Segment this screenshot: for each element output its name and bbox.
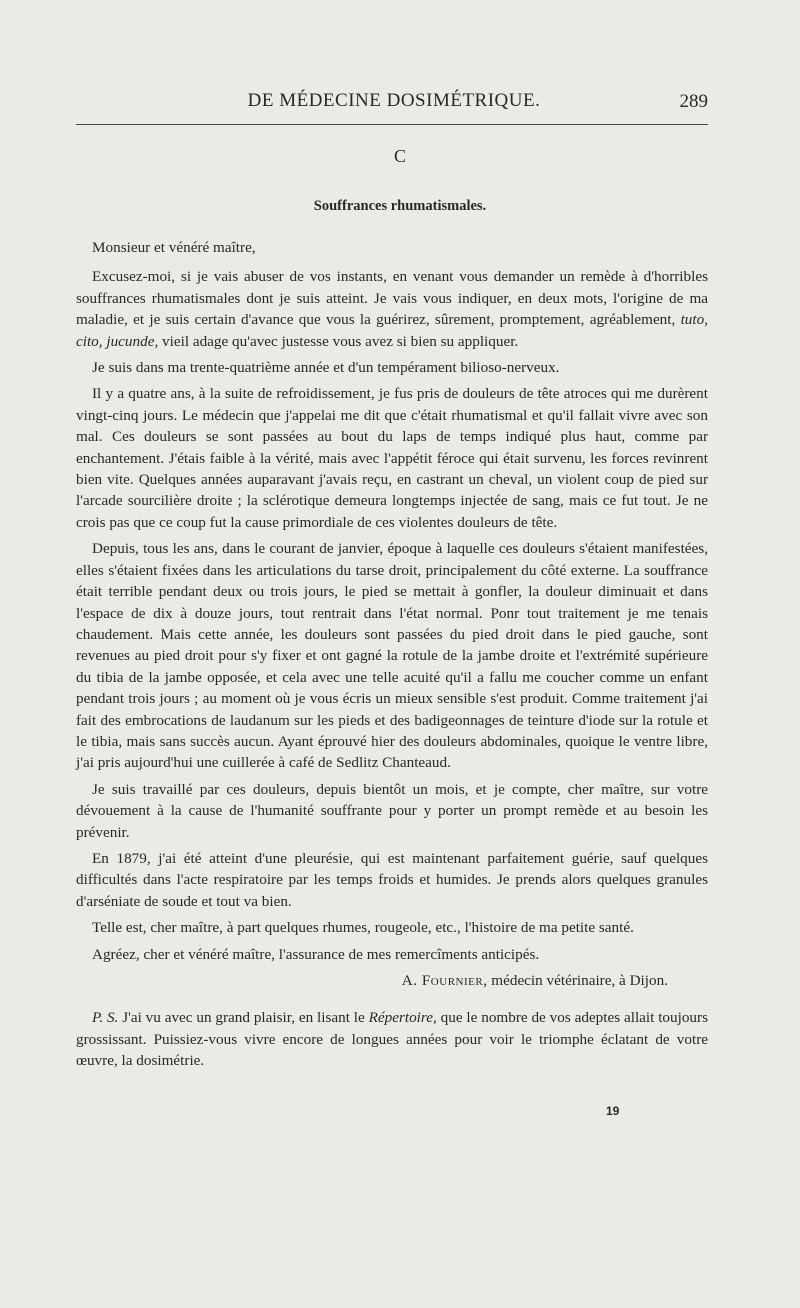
running-head (76, 90, 712, 118)
paragraph-3: Il y a quatre ans, à la suite de refroidissement, je fus pris de douleurs de tête atroces qui me durèrent vingt-cinq jours. Le médecin que j'appelai me dit que c'était rhumatismal et qu'il fallait vivre avec son mal. Ces douleurs se sont passées au bout du laps de temps indiqué plus haut, comme par enchantement. J'étais faible à la vérité, mais avec l'appétit féroce qui était survenu, les forces revinrent bien vite. Quelques années auparavant j'avais reçu, en castrant un cheval, un violent coup de pied sur l'arcade sourcilière droite ; la sclérotique demeura longtemps injectée de sang, mais ce fut tout. Je ne crois pas que ce coup fut la cause primordiale de ces violentes douleurs de tête. (76, 385, 708, 531)
paragraph-7: Telle est, cher maître, à part quelques rhumes, rougeole, etc., l'histoire de ma petite santé. (92, 919, 634, 937)
letter-body (76, 237, 708, 1077)
signature-title: médecin vétérinaire, à Dijon. (487, 972, 668, 989)
postscript-text-b: que le nombre de vos adeptes allait toujours grossissant. Puissiez-vous vivre encore de longues années pour voir le triomphe éclatant de votre œuvre, la dosimétrie. (76, 1009, 708, 1070)
section-title: Souffrances rhumatismales. (313, 198, 487, 214)
page-number: 289 (679, 91, 708, 112)
signature (76, 970, 708, 991)
salutation: Monsieur et vénéré maître, (92, 239, 256, 256)
header-rule (76, 124, 708, 125)
paragraph-5: Je suis travaillé par ces douleurs, depuis bientôt un mois, et je compte, cher maître, sur votre dévouement à la cause de l'humanité souffrante pour y porter un prompt remède et au besoin les prévenir. (76, 780, 708, 841)
postscript-italic: Répertoire, (368, 1009, 437, 1027)
postscript-label: P. S. (92, 1009, 119, 1027)
paragraph-4: Depuis, tous les ans, dans le courant de janvier, époque à laquelle ces douleurs s'étaient manifestées, elles s'étaient fixées dans les articulations du tarse droit, principalement du côté externe. La souffrance était terrible pendant deux ou trois jours, le pied se mettait à gonfler, la douleur diminuait et dans l'espace de dix à douze jours, tout rentrait dans l'état normal. Ponr tout traitement je me tenais chaudement. Mais cette année, les douleurs sont passées du pied droit dans le pied gauche, sont revenues au pied droit pour s'y fixer et ont gagné la rotule de la jambe droite et l'extrémité supérieure du tibia de la jambe opposée, et cela avec une telle acuité qu'il a fallu me coucher comme un enfant pendant trois jours ; au moment où je vous écris un mieux sensible s'est produit. Comme traitement j'ai fait des embrocations de laudanum sur les pieds et des badigeonnages de teinture d'iode sur la rotule et le tibia, mais sans succès aucun. Ayant éprouvé hier des douleurs abdominales, quoique le ventre libre, j'ai pris aujourd'hui une cuillerée à café de Sedlitz Chanteaud. (76, 540, 708, 772)
section-letter: C (393, 146, 406, 166)
running-title: DE MÉDECINE DOSIMÉTRIQUE. (247, 90, 541, 111)
paragraph-6: En 1879, j'ai été atteint d'une pleurésie, qui est maintenant parfaitement guérie, sauf quelques difficultés dans l'acte respiratoire par les temps froids et humides. Je prends alors quelques granules d'arséniate de soude et tout va bien. (76, 849, 708, 910)
postscript (76, 1007, 708, 1071)
signature-name: A. Fournier, (401, 972, 488, 989)
paragraph-8: Agréez, cher et vénéré maître, l'assurance de mes remercîments anticipés. (92, 945, 540, 963)
paragraph-1-italic: tuto, cito, jucunde, (76, 311, 708, 350)
paragraph-1-text-b: vieil adage qu'avec justesse vous avez si bien su appliquer. (158, 332, 519, 350)
paragraph-1 (76, 266, 708, 352)
signature-mark: 19 (606, 1104, 620, 1118)
paragraph-1-text-a: Excusez-moi, si je vais abuser de vos instants, en venant vous demander un remède à d'horribles souffrances rhumatismales dont je suis atteint. Je vais vous indiquer, en deux mots, l'origine de ma maladie, et je suis certain d'avance que vous la guérirez, sûrement, promptement, agréablement, (76, 268, 708, 329)
paragraph-2: Je suis dans ma trente-quatrième année et d'un tempérament bilioso-nerveux. (92, 359, 560, 377)
postscript-text-a: J'ai vu avec un grand plaisir, en lisant le (118, 1009, 369, 1027)
